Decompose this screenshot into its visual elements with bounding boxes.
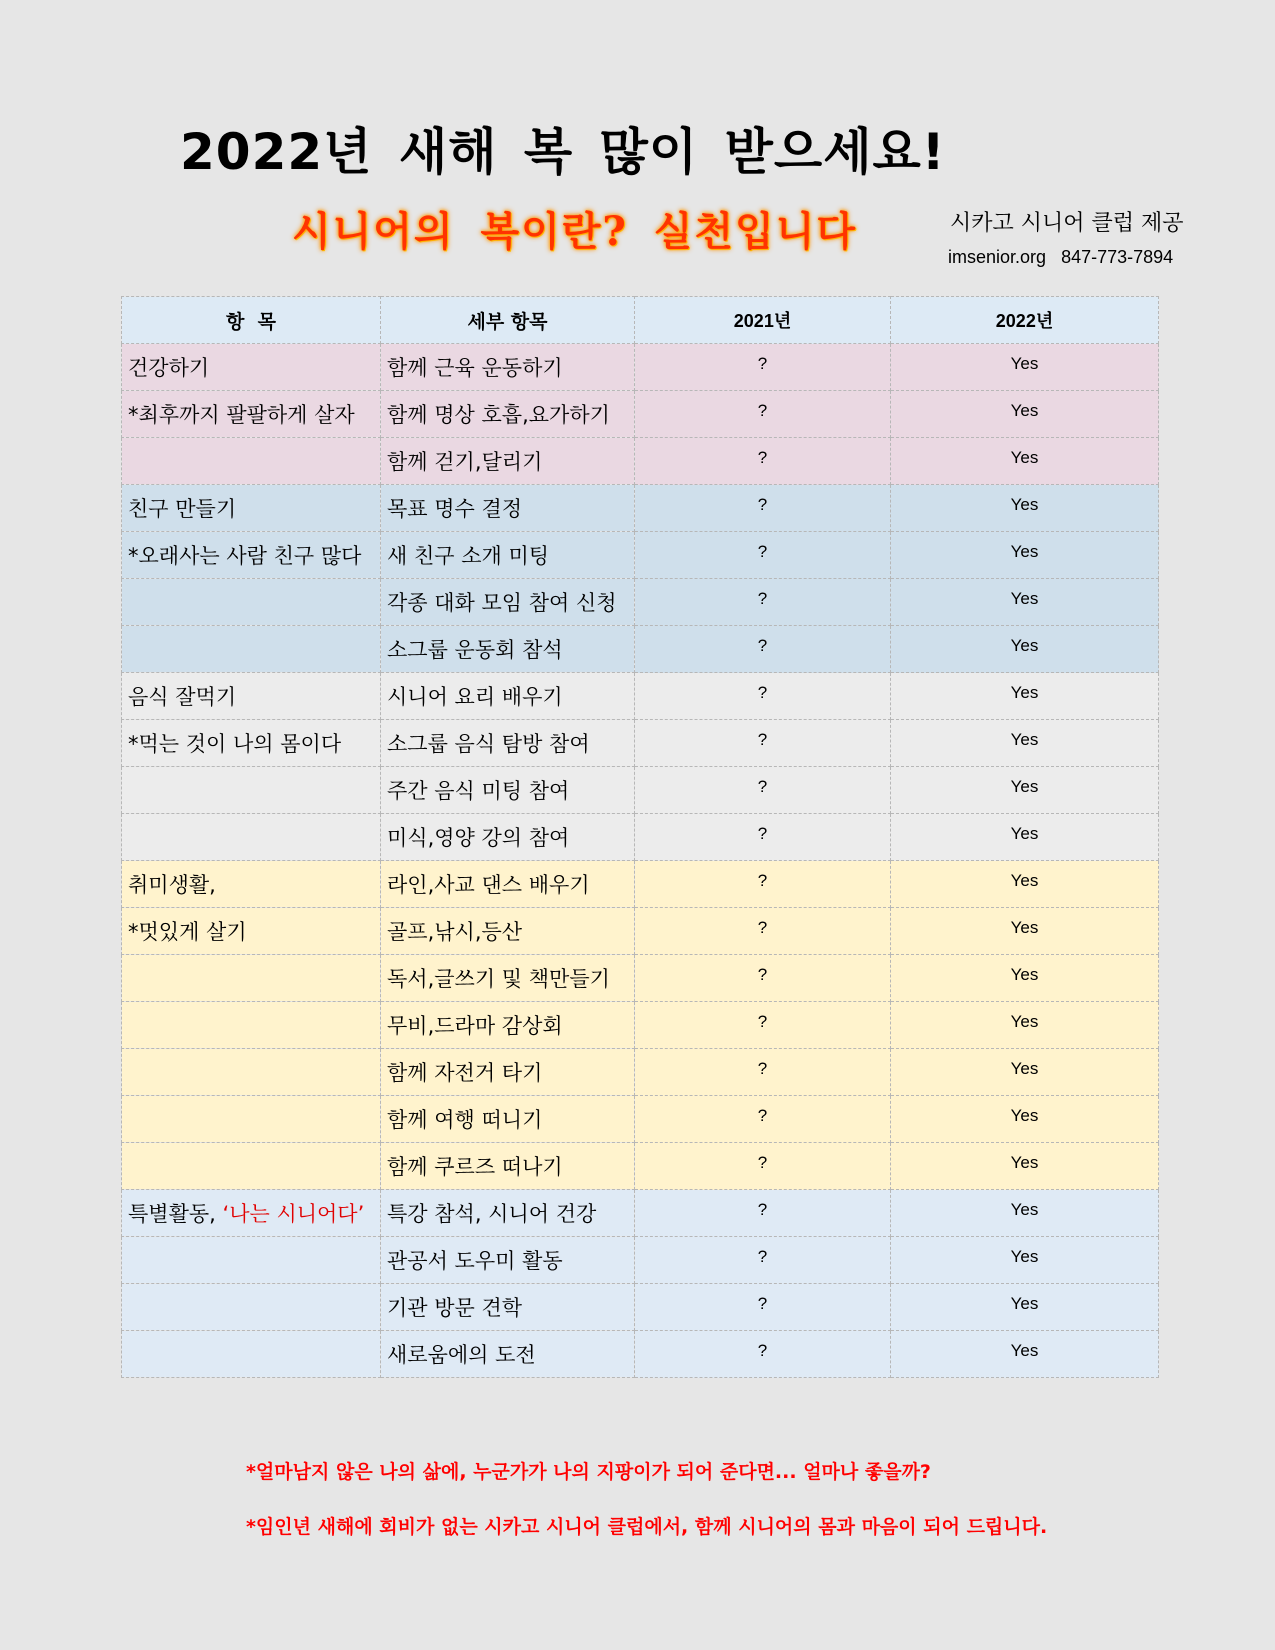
- detail-cell: 새로움에의 도전: [381, 1331, 635, 1378]
- category-cell: [122, 1143, 381, 1190]
- detail-cell: 골프,낚시,등산: [381, 908, 635, 955]
- status-2021-cell: ?: [635, 955, 891, 1002]
- status-2022-cell: Yes: [891, 720, 1159, 767]
- category-cell: 친구 만들기: [122, 485, 381, 532]
- table-row: [122, 767, 1159, 814]
- status-2021-cell: ?: [635, 767, 891, 814]
- detail-cell: 미식,영양 강의 참여: [381, 814, 635, 861]
- website-link[interactable]: imsenior.org: [948, 247, 1047, 267]
- status-2021-cell: ?: [635, 1284, 891, 1331]
- category-cell: [122, 955, 381, 1002]
- category-cell: [122, 626, 381, 673]
- status-2021-cell: ?: [635, 673, 891, 720]
- status-2022-cell: Yes: [891, 1049, 1159, 1096]
- status-2022-cell: Yes: [891, 1143, 1159, 1190]
- category-cell: 건강하기: [122, 344, 381, 391]
- table-header-row: [122, 297, 1159, 344]
- table-row: [122, 1237, 1159, 1284]
- status-2021-cell: ?: [635, 1096, 891, 1143]
- category-cell: *오래사는 사람 친구 많다: [122, 532, 381, 579]
- status-2022-cell: Yes: [891, 1190, 1159, 1237]
- status-2021-cell: ?: [635, 579, 891, 626]
- status-2022-cell: Yes: [891, 532, 1159, 579]
- detail-cell: 라인,사교 댄스 배우기: [381, 861, 635, 908]
- status-2021-cell: ?: [635, 908, 891, 955]
- status-2021-cell: ?: [635, 391, 891, 438]
- detail-cell: 각종 대화 모임 참여 신청: [381, 579, 635, 626]
- column-header-category: 항 목: [122, 297, 381, 344]
- column-header-2021: 2021년: [635, 297, 891, 344]
- category-cell: [122, 579, 381, 626]
- status-2022-cell: Yes: [891, 1237, 1159, 1284]
- table-row: [122, 814, 1159, 861]
- status-2021-cell: ?: [635, 861, 891, 908]
- category-cell: [122, 1190, 381, 1237]
- status-2021-cell: ?: [635, 720, 891, 767]
- detail-cell: 관공서 도우미 활동: [381, 1237, 635, 1284]
- status-2022-cell: Yes: [891, 767, 1159, 814]
- status-2022-cell: Yes: [891, 579, 1159, 626]
- table-row: [122, 908, 1159, 955]
- status-2021-cell: ?: [635, 1002, 891, 1049]
- category-cell: [122, 1237, 381, 1284]
- status-2022-cell: Yes: [891, 485, 1159, 532]
- status-2022-cell: Yes: [891, 391, 1159, 438]
- table-row: [122, 344, 1159, 391]
- category-cell: [122, 1284, 381, 1331]
- detail-cell: 소그룹 운동회 참석: [381, 626, 635, 673]
- detail-cell: 함께 여행 떠니기: [381, 1096, 635, 1143]
- detail-cell: 기관 방문 견학: [381, 1284, 635, 1331]
- table-row: [122, 1049, 1159, 1096]
- category-label: 특별활동,: [128, 1202, 216, 1226]
- detail-cell: 독서,글쓰기 및 책만들기: [381, 955, 635, 1002]
- detail-cell: 함께 명상 호흡,요가하기: [381, 391, 635, 438]
- table-row: [122, 1143, 1159, 1190]
- status-2022-cell: Yes: [891, 438, 1159, 485]
- table-row: [122, 532, 1159, 579]
- status-2021-cell: ?: [635, 1049, 891, 1096]
- status-2022-cell: Yes: [891, 861, 1159, 908]
- category-cell: [122, 1331, 381, 1378]
- detail-cell: 목표 명수 결정: [381, 485, 635, 532]
- table-row: [122, 720, 1159, 767]
- table-row: [122, 391, 1159, 438]
- category-cell: 취미생활,: [122, 861, 381, 908]
- status-2022-cell: Yes: [891, 344, 1159, 391]
- status-2022-cell: Yes: [891, 1096, 1159, 1143]
- category-cell: *멋있게 살기: [122, 908, 381, 955]
- detail-cell: 시니어 요리 배우기: [381, 673, 635, 720]
- status-2022-cell: Yes: [891, 1331, 1159, 1378]
- detail-cell: 함께 쿠르즈 떠나기: [381, 1143, 635, 1190]
- status-2022-cell: Yes: [891, 626, 1159, 673]
- detail-cell: 함께 근육 운동하기: [381, 344, 635, 391]
- detail-cell: 특강 참석, 시니어 건강: [381, 1190, 635, 1237]
- status-2021-cell: ?: [635, 532, 891, 579]
- status-2021-cell: ?: [635, 438, 891, 485]
- category-cell: *최후까지 팔팔하게 살자: [122, 391, 381, 438]
- category-cell: [122, 1002, 381, 1049]
- activity-table: [121, 296, 1159, 1378]
- table-row: [122, 485, 1159, 532]
- page-subtitle: 시니어의 복이란? 실천입니다: [292, 208, 857, 255]
- column-header-detail: 세부 항목: [381, 297, 635, 344]
- category-cell: [122, 767, 381, 814]
- category-cell: 음식 잘먹기: [122, 673, 381, 720]
- table-row: [122, 1331, 1159, 1378]
- detail-cell: 주간 음식 미팅 참여: [381, 767, 635, 814]
- table-row: [122, 579, 1159, 626]
- category-cell: [122, 438, 381, 485]
- status-2021-cell: ?: [635, 344, 891, 391]
- status-2021-cell: ?: [635, 1190, 891, 1237]
- status-2021-cell: ?: [635, 485, 891, 532]
- table-row: [122, 1190, 1159, 1237]
- status-2022-cell: Yes: [891, 814, 1159, 861]
- table-row: [122, 1284, 1159, 1331]
- status-2021-cell: ?: [635, 814, 891, 861]
- table-row: [122, 438, 1159, 485]
- category-cell: [122, 814, 381, 861]
- status-2022-cell: Yes: [891, 955, 1159, 1002]
- organization-name: 시카고 시니어 클럽 제공: [950, 211, 1184, 236]
- status-2022-cell: Yes: [891, 908, 1159, 955]
- status-2021-cell: ?: [635, 626, 891, 673]
- column-header-2022: 2022년: [891, 297, 1159, 344]
- table-row: [122, 1096, 1159, 1143]
- status-2022-cell: Yes: [891, 1284, 1159, 1331]
- table-row: [122, 626, 1159, 673]
- table-row: [122, 861, 1159, 908]
- category-cell: *먹는 것이 나의 몸이다: [122, 720, 381, 767]
- contact-info: [948, 247, 1183, 268]
- status-2022-cell: Yes: [891, 1002, 1159, 1049]
- detail-cell: 함께 걷기,달리기: [381, 438, 635, 485]
- footer-note: *임인년 새해에 회비가 없는 시카고 시니어 클럽에서, 함께 시니어의 몸과 마음이 되어 드립니다.: [246, 1516, 1048, 1538]
- category-cell: [122, 1096, 381, 1143]
- table-row: [122, 1002, 1159, 1049]
- table-row: [122, 673, 1159, 720]
- detail-cell: 무비,드라마 감상회: [381, 1002, 635, 1049]
- status-2022-cell: Yes: [891, 673, 1159, 720]
- detail-cell: 새 친구 소개 미팅: [381, 532, 635, 579]
- detail-cell: 소그룹 음식 탐방 참여: [381, 720, 635, 767]
- status-2021-cell: ?: [635, 1331, 891, 1378]
- phone-number: 847-773-7894: [1061, 247, 1174, 267]
- category-cell: [122, 1049, 381, 1096]
- page-title: 2022년 새해 복 많이 받으세요!: [180, 123, 946, 181]
- status-2021-cell: ?: [635, 1143, 891, 1190]
- status-2021-cell: ?: [635, 1237, 891, 1284]
- footer-note: *얼마남지 않은 나의 삶에, 누군가가 나의 지팡이가 되어 준다면... 얼마나 좋을까?: [246, 1461, 931, 1483]
- table-row: [122, 955, 1159, 1002]
- detail-cell: 함께 자전거 타기: [381, 1049, 635, 1096]
- category-highlight: ‘나는 시니어다’: [222, 1202, 365, 1226]
